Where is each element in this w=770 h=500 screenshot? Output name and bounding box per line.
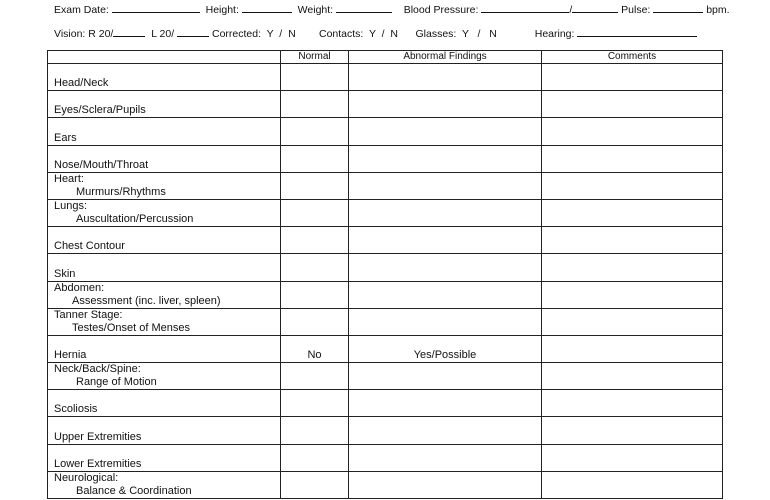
row-label [48,281,281,308]
vision-left-field[interactable] [177,27,209,37]
abnormal-findings-cell[interactable] [349,118,542,145]
abnormal-findings-cell[interactable] [349,199,542,226]
row-label-main: Nose/Mouth/Throat [54,158,149,171]
row-label [48,363,281,390]
normal-cell[interactable] [281,444,349,471]
row-label-main: Lungs: [54,200,88,213]
normal-cell[interactable] [281,417,349,444]
normal-cell[interactable] [281,308,349,335]
normal-cell[interactable] [281,254,349,281]
normal-cell[interactable] [281,91,349,118]
comments-cell[interactable] [542,390,723,417]
glasses-label[interactable]: Glasses: Y / N [415,28,497,40]
row-label-main: Chest Contour [54,240,125,253]
column-header-comments: Comments [542,51,723,64]
row-label [48,199,281,226]
hearing-label: Hearing: [534,28,575,40]
row-label-main: Heart: [54,172,84,185]
row-label [48,254,281,281]
row-label [48,471,281,498]
row-label [48,118,281,145]
comments-cell[interactable] [542,254,723,281]
normal-cell[interactable] [281,471,349,498]
comments-cell[interactable] [542,471,723,498]
vision-right-field[interactable] [113,27,145,37]
row-label-main: Neck/Back/Spine: [54,363,141,376]
contacts-label[interactable]: Contacts: Y / N [319,28,398,40]
comments-cell[interactable] [542,281,723,308]
row-label-sub: Testes/Onset of Menses [72,321,190,334]
normal-cell[interactable] [281,227,349,254]
abnormal-findings-cell[interactable] [349,444,542,471]
abnormal-findings-cell[interactable] [349,308,542,335]
table-row [48,335,723,362]
row-label-sub: Auscultation/Percussion [76,213,194,226]
exam-date-field[interactable] [112,3,200,13]
bp-systolic-field[interactable] [481,3,569,13]
pulse-label: Pulse: [621,4,651,16]
row-label [48,335,281,362]
row-label-main: Eyes/Sclera/Pupils [54,104,146,117]
comments-cell[interactable] [542,118,723,145]
corrected-label[interactable]: Corrected: Y / N [212,28,296,40]
column-header-abnormal-findings: Abnormal Findings [349,51,542,64]
pulse-field[interactable] [653,3,703,13]
abnormal-findings-cell[interactable] [349,227,542,254]
exam-date-label: Exam Date: [54,4,109,16]
column-header-normal: Normal [281,51,349,64]
table-row [48,444,723,471]
comments-cell[interactable] [542,172,723,199]
row-label-main: Lower Extremities [54,457,142,470]
abnormal-findings-cell[interactable] [349,64,542,91]
row-label-main: Skin [54,267,76,280]
comments-cell[interactable] [542,417,723,444]
abnormal-findings-cell[interactable] [349,471,542,498]
table-row [48,308,723,335]
normal-cell[interactable] [281,281,349,308]
normal-cell[interactable] [281,145,349,172]
weight-field[interactable] [336,3,392,13]
table-row [48,417,723,444]
table-row [48,227,723,254]
hearing-field[interactable] [577,27,697,37]
abnormal-findings-cell[interactable] [349,254,542,281]
row-label-main: Tanner Stage: [54,308,123,321]
table-row [48,254,723,281]
height-label: Height: [205,4,239,16]
vision-right-label: Vision: R 20/ [54,28,114,40]
abnormal-findings-cell[interactable] [349,390,542,417]
row-label-sub: Murmurs/Rhythms [76,185,166,198]
comments-cell[interactable] [542,335,723,362]
normal-cell[interactable] [281,390,349,417]
vision-left-label: L 20/ [151,28,175,40]
normal-cell[interactable] [281,199,349,226]
row-label-sub: Range of Motion [76,376,157,389]
row-label [48,145,281,172]
row-label-main: Hernia [54,349,87,362]
row-label [48,417,281,444]
table-row [48,172,723,199]
normal-cell[interactable] [281,118,349,145]
abnormal-findings-cell[interactable] [349,172,542,199]
vitals-line [54,3,730,16]
bp-diastolic-field[interactable] [572,3,618,13]
table-row [48,471,723,498]
comments-cell[interactable] [542,199,723,226]
row-label [48,91,281,118]
table-row [48,91,723,118]
normal-cell[interactable] [281,172,349,199]
row-label [48,308,281,335]
row-label [48,64,281,91]
comments-cell[interactable] [542,308,723,335]
row-label [48,227,281,254]
normal-cell[interactable]: No [281,335,349,362]
row-label-main: Scoliosis [54,403,98,416]
normal-cell[interactable] [281,363,349,390]
table-row [48,363,723,390]
abnormal-findings-cell[interactable] [349,363,542,390]
column-header-system [48,51,281,64]
row-label-main: Head/Neck [54,77,109,90]
abnormal-findings-cell[interactable] [349,417,542,444]
comments-cell[interactable] [542,64,723,91]
table-row [48,118,723,145]
abnormal-findings-cell[interactable] [349,91,542,118]
table-row [48,281,723,308]
comments-cell[interactable] [542,227,723,254]
abnormal-findings-cell[interactable] [349,281,542,308]
comments-cell[interactable] [542,91,723,118]
table-row [48,145,723,172]
row-label [48,444,281,471]
pulse-unit: bpm. [706,4,730,16]
abnormal-findings-cell[interactable] [349,145,542,172]
row-label-sub: Assessment (inc. liver, spleen) [72,294,221,307]
comments-cell[interactable] [542,444,723,471]
row-label-main: Upper Extremities [54,430,142,443]
normal-cell[interactable] [281,64,349,91]
abnormal-findings-cell[interactable]: Yes/Possible [349,335,542,362]
comments-cell[interactable] [542,363,723,390]
row-label [48,390,281,417]
table-row [48,64,723,91]
bp-separator: / [569,4,573,16]
row-label-main: Abdomen: [54,281,105,294]
height-field[interactable] [242,3,292,13]
physical-exam-table [47,50,723,499]
row-label [48,172,281,199]
table-row [48,390,723,417]
row-label-sub: Balance & Coordination [76,485,192,497]
table-row [48,199,723,226]
weight-label: Weight: [297,4,334,16]
row-label-main: Ears [54,131,77,144]
table-header-row [48,51,723,64]
vision-hearing-line [54,27,697,40]
blood-pressure-label: Blood Pressure: [403,4,479,16]
row-label-main: Neurological: [54,472,119,484]
comments-cell[interactable] [542,145,723,172]
